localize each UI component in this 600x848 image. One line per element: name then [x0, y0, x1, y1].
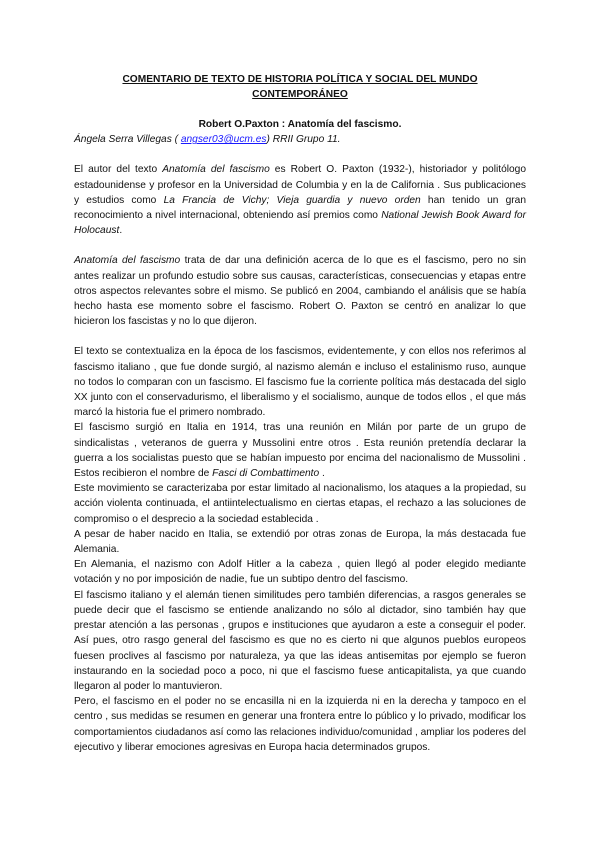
paragraph-policies: Pero, el fascismo en el poder no se encasilla ni en la izquierda ni en la derecha y tampoco en el centro , sus medidas se resumen en generar una frontera entre lo público y lo privado, modificar los comportamientos ciudadanos así como las relaciones individuo/comunidad , ampliar los poderes del ejecutivo y liberar emociones agresivas en Europa hacia determinados grupos.	[74, 696, 526, 753]
author-name: Ángela Serra Villegas (	[74, 134, 181, 146]
author-line	[74, 132, 526, 147]
award-title: National Jewish Book Award for Holocaust	[74, 210, 526, 237]
book-title: Anatomía del fascismo	[162, 164, 270, 176]
paragraph-expansion: A pesar de haber nacido en Italia, se extendió por otras zonas de Europa, la más destacada fue Alemania.	[74, 528, 526, 556]
text-run: .	[119, 225, 123, 237]
paragraph-author-intro	[74, 162, 526, 238]
text-run: El fascismo surgió en Italia en 1914, tras una reunión en Milán por parte de un grupo de sindicalistas , veteranos de guerra y Mussolini entre otros . Esta reunión pretendía declarar la guerra a los socialistas puesto que se habían impuesto por encima del nacionalismo de Mussolini . Estos recibieron el nombre de	[74, 422, 526, 480]
group-name: Fasci di Combattimento	[212, 468, 320, 480]
document-body	[74, 72, 526, 755]
paragraph-comparison: El fascismo italiano y el alemán tienen similitudes pero también diferencias, a rasgos generales se puede decir que el fascismo se entiende analizando no sólo al dictador, sino también hay que prestar atención a las personas , grupos e instituciones que ayudaron a este a conseguir el poder. Así pues, otro rasgo general del fascismo es que no es cierto ni que algunos pueblos europeos fuesen proclives al fascismo por naturaleza, ya que las ideas antisemitas por ejemplo se fueron instaurando en la sociedad poco a poco, ni que el fascismo fuese anticapitalista, ya que cuando llegaron al poder lo mantuvieron.	[74, 589, 526, 692]
text-run: El autor del texto	[74, 164, 163, 176]
paragraph-characteristics: Este movimiento se caracterizaba por estar limitado al nacionalismo, los ataques a la propiedad, su acción violenta continuada, el antiintelectualismo en ciertas etapas, el rechazo a las soluciones de compromiso o el desprecio a la sociedad establecida .	[74, 483, 526, 525]
document-subtitle: Robert O.Paxton : Anatomía del fascismo.	[198, 119, 402, 130]
text-run: .	[319, 468, 325, 480]
book-title: Anatomía del fascismo	[74, 255, 181, 267]
paragraph-nazism: En Alemania, el nazismo con Adolf Hitler a la cabeza , quien llegó al poder elegido mediante votación y no por imposición de nadie, fue un subtipo dentro del fascismo.	[74, 559, 526, 586]
author-group: ) RRII Grupo 11.	[266, 134, 341, 146]
paragraph-context: El texto se contextualiza en la época de los fascismos, evidentemente, y con ellos nos referimos al fascismo italiano , que fue donde surgió, al nazismo alemán e incluso el estalinismo ruso, aunque no todos lo comparan con un fascismo. El fascismo fue la corriente política más destacada del siglo XX junto con el conservadurismo, el liberalismo y el socialismo, aunque de todos ellos , el que más marcó la historia fue el primero nombrado.	[74, 346, 526, 419]
paragraph-origin	[74, 420, 526, 481]
paragraph-book-summary	[74, 253, 526, 329]
text-run: han tenido un gran reconocimiento a nivel internacional, obteniendo así premios como	[74, 194, 526, 222]
text-run: es Robert O. Paxton (1932-), historiador y politólogo estadounidense y profesor en la Universidad de Columbia y en la de California . Sus publicaciones y estudios como	[74, 164, 526, 206]
book-title: La Francia de Vichy; Vieja guardia y nuevo orden	[163, 194, 421, 206]
text-run: trata de dar una definición acerca de lo que es el fascismo, pero no sin antes realizar un profundo estudio sobre sus causas, características, consecuencias y etapas entre otros aspectos relevantes sobre el mismo. Se publicó en 2004, cambiando el análisis que se había hecho hasta ese momento sobre el fascismo. Robert O. Paxton se centró en analizar lo que hicieron los fascistas y no lo que dijeron.	[74, 255, 526, 328]
document-title: COMENTARIO DE TEXTO DE HISTORIA POLÍTICA Y SOCIAL DEL MUNDO CONTEMPORÁNEO	[122, 74, 478, 100]
author-email-link[interactable]: angser03@ucm.es	[180, 134, 267, 146]
